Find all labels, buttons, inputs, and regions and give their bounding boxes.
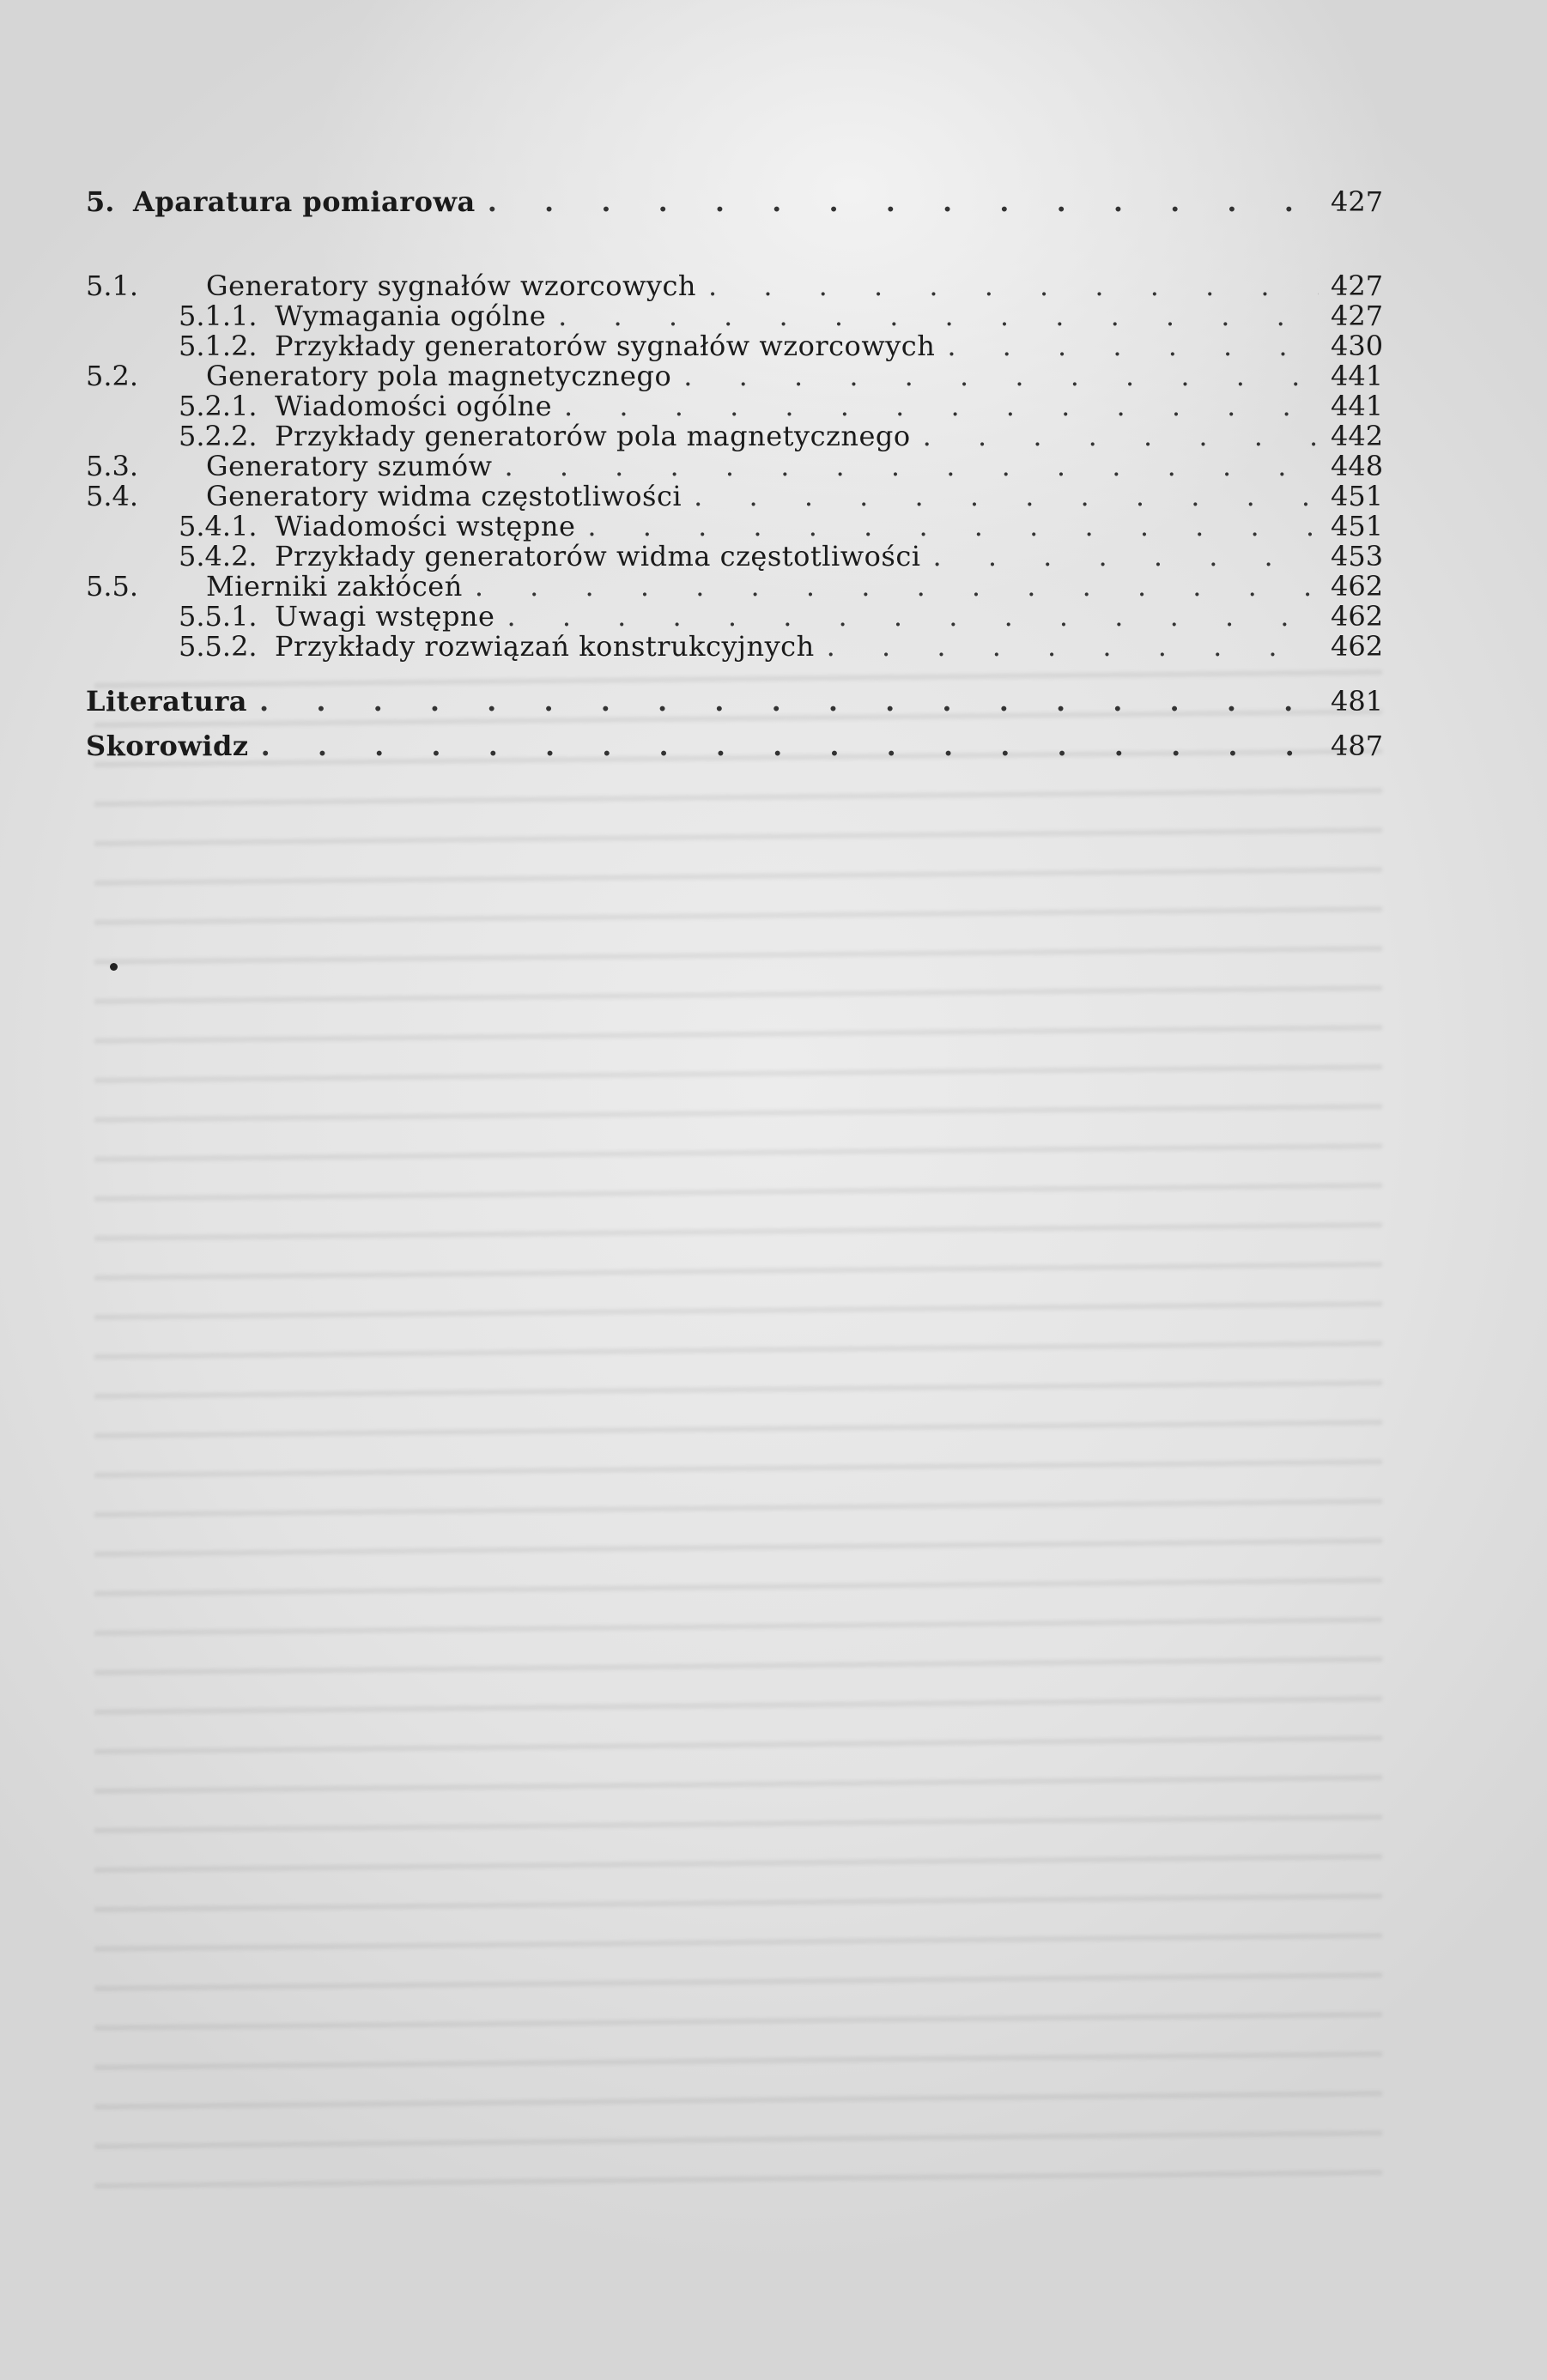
entry-page: 441 (1331, 360, 1384, 392)
dot-leader (827, 632, 1319, 662)
entry-title: Wiadomości wstępne (275, 510, 576, 542)
entry-page: 462 (1331, 630, 1384, 663)
toc-entry (86, 331, 1382, 361)
toc-entry (86, 301, 1382, 331)
dot-leader (932, 542, 1319, 572)
literatura-title: Literatura (86, 685, 248, 718)
entry-title: Generatory pola magnetycznego (206, 360, 672, 392)
entry-number: 5.1.2. (179, 330, 258, 362)
toc-entry (86, 602, 1382, 632)
entry-title: Mierniki zakłóceń (206, 570, 463, 603)
toc-entry (86, 512, 1382, 542)
literatura-page: 481 (1331, 685, 1384, 718)
skorowidz-title: Skorowidz (86, 730, 249, 762)
dot-leader (564, 391, 1319, 421)
dot-leader (488, 187, 1319, 217)
toc-entry (86, 421, 1382, 451)
ink-speck (110, 963, 118, 971)
toc-entry (86, 451, 1382, 481)
entry-page: 427 (1331, 269, 1384, 302)
entry-title: Przykłady generatorów sygnałów wzorcowych (275, 330, 936, 362)
entry-number: 5.5.1. (179, 600, 258, 633)
dot-leader (947, 331, 1319, 361)
dot-leader (683, 361, 1319, 391)
toc-entry (86, 481, 1382, 512)
dot-leader (923, 421, 1319, 451)
dot-leader (504, 451, 1319, 481)
entry-number: 5.5.2. (179, 630, 258, 663)
dot-leader (261, 724, 1319, 768)
entry-page: 427 (1331, 300, 1384, 332)
entry-page: 462 (1331, 600, 1384, 633)
entry-number: 5.2.1. (179, 390, 258, 422)
toc-entry (86, 542, 1382, 572)
entry-number: 5.5. (86, 570, 139, 603)
chapter-page: 427 (1331, 185, 1384, 218)
toc-entry (86, 391, 1382, 421)
entry-number: 5.1. (86, 269, 139, 302)
entry-number: 5.1.1. (179, 300, 258, 332)
entry-page: 442 (1331, 420, 1384, 452)
entry-page: 462 (1331, 570, 1384, 603)
entry-page: 451 (1331, 480, 1384, 512)
dot-leader (507, 602, 1319, 632)
entry-title: Wiadomości ogólne (275, 390, 553, 422)
entry-number: 5.4.1. (179, 510, 258, 542)
entry-title: Generatory widma częstotliwości (206, 480, 682, 512)
entry-number: 5.3. (86, 450, 139, 482)
entry-number: 5.2.2. (179, 420, 258, 452)
entry-title: Uwagi wstępne (275, 600, 495, 633)
dot-leader (708, 271, 1319, 301)
entry-title: Generatory sygnałów wzorcowych (206, 269, 696, 302)
entry-title: Wymagania ogólne (275, 300, 547, 332)
toc-skorowidz (86, 724, 1382, 768)
toc-chapter-5 (86, 187, 1382, 228)
entry-page: 441 (1331, 390, 1384, 422)
toc-entry (86, 361, 1382, 391)
entry-title: Generatory szumów (206, 450, 493, 482)
entry-title: Przykłady rozwiązań konstrukcyjnych (275, 630, 815, 663)
bleed-through-text (94, 645, 1382, 2204)
entry-page: 453 (1331, 540, 1384, 572)
entry-page: 451 (1331, 510, 1384, 542)
toc-entry (86, 271, 1382, 301)
dot-leader (587, 512, 1319, 542)
dot-leader (558, 301, 1319, 331)
entry-page: 448 (1331, 450, 1384, 482)
entry-page: 430 (1331, 330, 1384, 362)
chapter-number: 5. (86, 185, 115, 218)
entry-number: 5.4. (86, 480, 139, 512)
table-of-contents (86, 187, 1382, 768)
entry-number: 5.2. (86, 360, 139, 392)
entry-number: 5.4.2. (179, 540, 258, 572)
dot-leader (694, 481, 1319, 512)
entry-title: Przykłady generatorów pola magnetycznego (275, 420, 911, 452)
dot-leader (475, 572, 1319, 602)
toc-entry (86, 632, 1382, 662)
toc-entry (86, 572, 1382, 602)
skorowidz-page: 487 (1331, 730, 1384, 762)
chapter-title: Aparatura pomiarowa (133, 185, 476, 218)
toc-literatura (86, 679, 1382, 724)
dot-leader (259, 679, 1319, 724)
entry-title: Przykłady generatorów widma częstotliwości (275, 540, 921, 572)
